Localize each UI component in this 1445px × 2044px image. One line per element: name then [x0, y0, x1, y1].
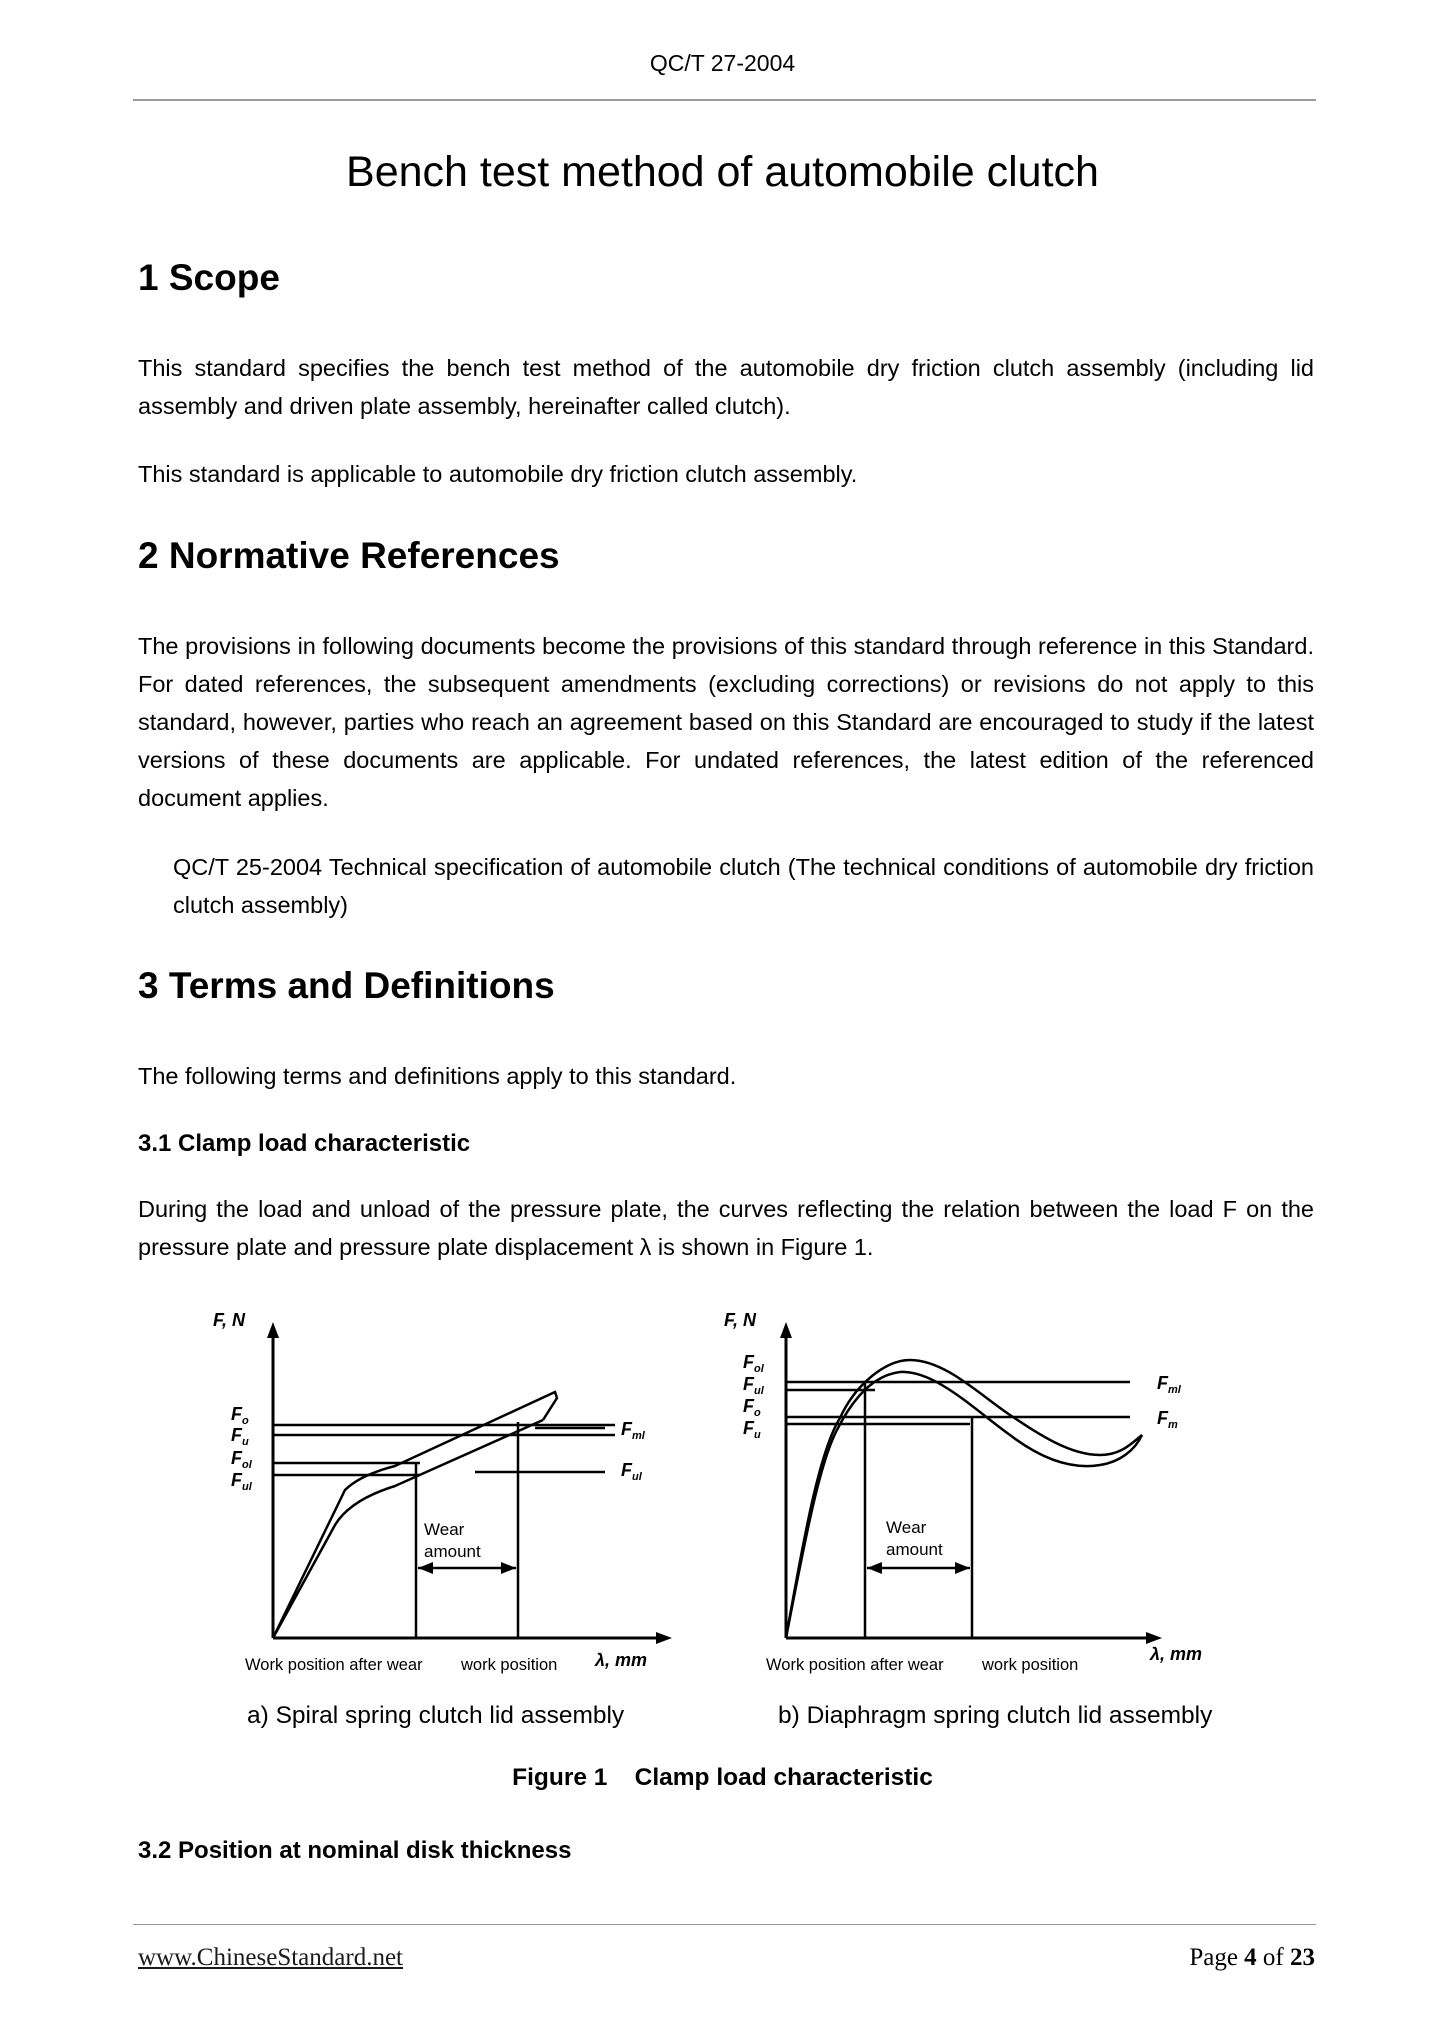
label-work-position: work position: [461, 1656, 558, 1674]
label-fml: F: [621, 1419, 632, 1439]
figure-1b-plot: [710, 1300, 1230, 1690]
label-ful-right-sub: ul: [632, 1471, 642, 1483]
wear-arrow-right-head: [955, 1562, 970, 1574]
x-axis-arrow: [1146, 1632, 1162, 1644]
subsection-3-2-heading: 3.2 Position at nominal disk thickness: [138, 1837, 572, 1864]
wear-label-line-1: Wear: [424, 1520, 465, 1539]
page-total: 23: [1290, 1944, 1315, 1971]
label-fm: F: [1157, 1408, 1168, 1428]
subsection-3-1-paragraph: During the load and unload of the pressure plate, the curves reflecting the relation between the load F on the pressure plate and pressure plate displacement λ is shown in Figure 1.: [138, 1196, 1314, 1260]
wear-label-line-2: amount: [424, 1542, 481, 1561]
label-fu: F: [231, 1425, 242, 1445]
header-divider: [133, 99, 1316, 101]
wear-arrow-left-head: [418, 1562, 433, 1574]
figure-1a-plot: [195, 1300, 675, 1690]
label-fo: F: [231, 1404, 242, 1424]
page-current: 4: [1244, 1944, 1257, 1971]
figure-1b-caption: b) Diaphragm spring clutch lid assembly: [778, 1702, 1213, 1729]
label-fo: F: [743, 1396, 754, 1416]
label-fml-sub: ml: [632, 1430, 645, 1442]
footer-website-link[interactable]: www.ChineseStandard.net: [138, 1944, 403, 1971]
section-2-heading: 2 Normative References: [138, 535, 560, 576]
wear-arrow-left-head: [867, 1562, 882, 1574]
section-2-paragraph-1: The provisions in following documents become the provisions of this standard through reference in this Standard. For dated references, the subsequent amendments (excluding corrections) or revisions do not apply to this standard, however, parties who reach an agreement based on this Standard are encouraged to study if the latest versions of these documents are applicable. For undated references, the latest edition of the referenced document applies.: [138, 633, 1314, 811]
label-fol-sub: ol: [754, 1363, 764, 1375]
wear-label-line-1: Wear: [886, 1518, 927, 1537]
unload-curve: [273, 1420, 543, 1638]
wear-arrow-right-head: [501, 1562, 516, 1574]
label-ful: F: [231, 1470, 242, 1490]
label-ful: F: [743, 1374, 754, 1394]
document-title: Bench test method of automobile clutch: [346, 148, 1099, 196]
page-prefix: Page: [1189, 1944, 1245, 1971]
label-fu: F: [743, 1418, 754, 1438]
label-fol: F: [231, 1448, 242, 1468]
figure-1b: [710, 1300, 1230, 1695]
label-fu-sub: u: [242, 1436, 249, 1448]
page-of: of: [1256, 1944, 1290, 1971]
label-fol: F: [743, 1352, 754, 1372]
section-2-reference: QC/T 25-2004 Technical specification of automobile clutch (The technical conditions of automobile dry friction clutch assembly): [173, 854, 1314, 918]
figure-1a-caption: a) Spiral spring clutch lid assembly: [247, 1702, 625, 1729]
section-1-paragraph-2: This standard is applicable to automobile dry friction clutch assembly.: [138, 461, 858, 487]
wear-label-line-2: amount: [886, 1540, 943, 1559]
x-axis-label: λ, mm: [595, 1650, 648, 1670]
label-work-position-after-wear: Work position after wear: [245, 1656, 423, 1674]
y-axis-arrow: [780, 1322, 792, 1338]
label-fml-sub: ml: [1168, 1384, 1181, 1396]
load-curve: [786, 1360, 1142, 1638]
label-ful-right: F: [621, 1460, 632, 1480]
subsection-3-1-heading: 3.1 Clamp load characteristic: [138, 1130, 471, 1157]
x-axis-label: λ, mm: [1150, 1644, 1203, 1664]
label-fol-sub: ol: [242, 1459, 252, 1471]
document-code: QC/T 27-2004: [649, 50, 796, 76]
label-fml: F: [1157, 1373, 1168, 1393]
y-axis-label: F, N: [724, 1310, 757, 1330]
section-3-heading: 3 Terms and Definitions: [138, 965, 555, 1006]
y-axis-arrow: [267, 1322, 279, 1338]
label-work-position-after-wear: Work position after wear: [766, 1656, 944, 1674]
label-ful-sub: ul: [754, 1385, 764, 1397]
footer-divider: [133, 1924, 1316, 1925]
figure-1a: [195, 1300, 675, 1695]
label-ful-sub: ul: [242, 1481, 252, 1493]
label-work-position: work position: [982, 1656, 1079, 1674]
label-fo-sub: o: [754, 1407, 761, 1419]
label-fu-sub: u: [754, 1429, 761, 1441]
y-axis-label: F, N: [213, 1310, 246, 1330]
label-fm-sub: m: [1168, 1419, 1178, 1431]
figure-1-caption: Figure 1 Clamp load characteristic: [512, 1764, 933, 1791]
footer-page-number: [1180, 1944, 1315, 1972]
section-3-paragraph-1: The following terms and definitions apply to this standard.: [138, 1063, 737, 1089]
section-1-heading: 1 Scope: [138, 257, 280, 298]
unload-curve: [786, 1372, 1142, 1638]
x-axis-arrow: [656, 1632, 672, 1644]
section-1-paragraph-1: This standard specifies the bench test method of the automobile dry friction clutch assembly (including lid assembly and driven plate assembly, hereinafter called clutch).: [138, 355, 1314, 419]
label-fo-sub: o: [242, 1415, 249, 1427]
